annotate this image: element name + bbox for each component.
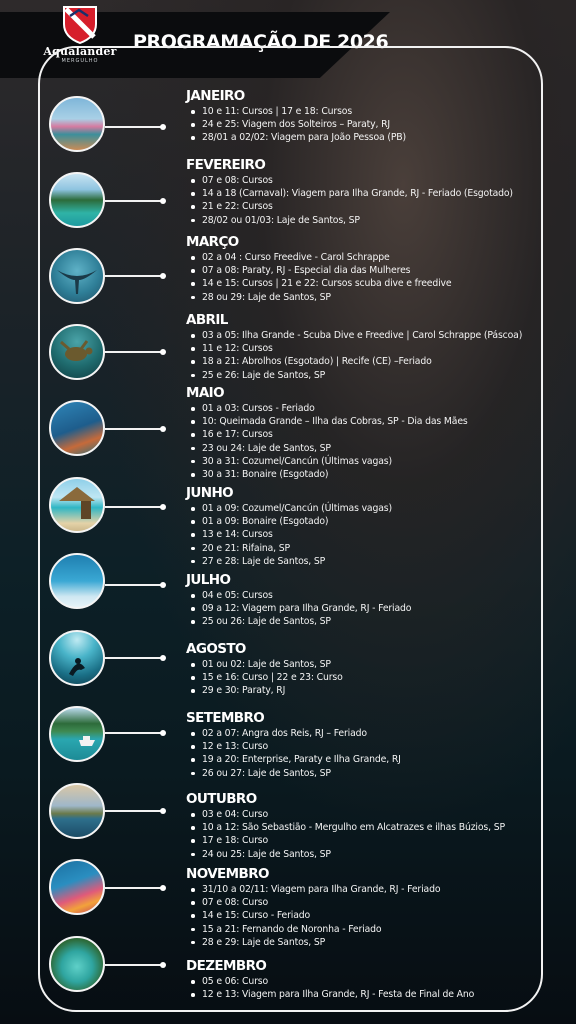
month-title: JULHO: [186, 572, 231, 588]
list-item: 21 e 22: Cursos: [186, 200, 513, 213]
sea-turtle-icon: [51, 326, 103, 378]
month-abril: [186, 312, 522, 382]
list-item: 14 a 18 (Carnaval): Viagem para Ilha Grande, RJ - Feriado (Esgotado): [186, 187, 513, 200]
month-title: ABRIL: [186, 312, 228, 328]
manta-ray-photo: [49, 248, 105, 304]
timeline-connector: [105, 126, 163, 128]
month-title: FEVEREIRO: [186, 157, 266, 173]
list-item: 03 e 04: Curso: [186, 808, 505, 821]
month-setembro: [186, 710, 401, 780]
brand-name: Aqualander: [43, 45, 117, 58]
month-fevereiro: [186, 157, 513, 227]
boat-icon: [51, 708, 103, 760]
list-item: 07 a 08: Paraty, RJ - Especial dia das Mulheres: [186, 264, 451, 277]
list-item: 07 e 08: Curso: [186, 896, 440, 909]
manta-ray-icon: [51, 250, 103, 302]
coral-diver-photo: [49, 859, 105, 915]
timeline-connector: [105, 810, 163, 812]
list-item: 03 a 05: Ilha Grande - Scuba Dive e Freedive | Carol Schrappe (Páscoa): [186, 329, 522, 342]
timeline-dot: [160, 426, 166, 432]
list-item: 23 ou 24: Laje de Santos, SP: [186, 442, 468, 455]
list-item: 15 e 16: Curso | 22 e 23: Curso: [186, 671, 343, 684]
list-item: 11 e 12: Cursos: [186, 342, 522, 355]
month-maio: [186, 385, 468, 481]
timeline-dot: [160, 124, 166, 130]
timeline-dot: [160, 730, 166, 736]
timeline-dot: [160, 198, 166, 204]
list-item: 05 e 06: Curso: [186, 975, 474, 988]
list-item: 02 a 04 : Curso Freedive - Carol Schrappe: [186, 251, 451, 264]
timeline-dot: [160, 962, 166, 968]
list-item: 07 e 08: Cursos: [186, 174, 513, 187]
list-item: 18 a 21: Abrolhos (Esgotado) | Recife (CE) –Feriado: [186, 355, 522, 368]
month-junho: [186, 485, 392, 568]
beach-hut-photo: [49, 477, 105, 533]
timeline-connector: [105, 657, 163, 659]
month-dezembro: [186, 958, 474, 1001]
timeline-connector: [105, 351, 163, 353]
list-item: 30 a 31: Cozumel/Cancún (Últimas vagas): [186, 455, 468, 468]
month-title: AGOSTO: [186, 641, 246, 657]
timeline-dot: [160, 273, 166, 279]
month-title: MARÇO: [186, 234, 239, 250]
list-item: 17 e 18: Curso: [186, 834, 505, 847]
month-title: JUNHO: [186, 485, 234, 501]
list-item: 28 e 29: Laje de Santos, SP: [186, 936, 440, 949]
pool-divers-photo: [49, 553, 105, 609]
month-title: JANEIRO: [186, 88, 245, 104]
beach-hut-icon: [51, 479, 103, 531]
list-item: 28/01 a 02/02: Viagem para João Pessoa (PB): [186, 131, 406, 144]
list-item: 10 a 12: São Sebastião - Mergulho em Alcatrazes e ilhas Búzios, SP: [186, 821, 505, 834]
timeline-connector: [105, 275, 163, 277]
list-item: 12 e 13: Curso: [186, 740, 401, 753]
island-sunset-photo: [49, 783, 105, 839]
list-item: 12 e 13: Viagem para Ilha Grande, RJ - Festa de Final de Ano: [186, 988, 474, 1001]
timeline-connector: [105, 584, 163, 586]
diver-silhouette-icon: [51, 632, 103, 684]
timeline-dot: [160, 808, 166, 814]
list-item: 01 a 09: Bonaire (Esgotado): [186, 515, 392, 528]
timeline-connector: [105, 887, 163, 889]
month-title: NOVEMBRO: [186, 866, 269, 882]
list-item: 25 e 26: Laje de Santos, SP: [186, 369, 522, 382]
timeline-dot: [160, 582, 166, 588]
list-item: 28/02 ou 01/03: Laje de Santos, SP: [186, 214, 513, 227]
list-item: 01 a 09: Cozumel/Cancún (Últimas vagas): [186, 502, 392, 515]
month-agosto: [186, 641, 343, 698]
list-item: 13 e 14: Cursos: [186, 528, 392, 541]
boat-bay-photo: [49, 706, 105, 762]
month-outubro: [186, 791, 505, 861]
list-item: 01 ou 02: Laje de Santos, SP: [186, 658, 343, 671]
list-item: 20 e 21: Rifaina, SP: [186, 542, 392, 555]
list-item: 02 a 07: Angra dos Reis, RJ – Feriado: [186, 727, 401, 740]
list-item: 29 e 30: Paraty, RJ: [186, 684, 343, 697]
timeline-dot: [160, 885, 166, 891]
list-item: 09 a 12: Viagem para Ilha Grande, RJ - Feriado: [186, 602, 411, 615]
list-item: 28 ou 29: Laje de Santos, SP: [186, 291, 451, 304]
page-title: PROGRAMAÇÃO DE 2026: [133, 31, 389, 53]
list-item: 27 e 28: Laje de Santos, SP: [186, 555, 392, 568]
timeline-connector: [105, 506, 163, 508]
list-item: 26 ou 27: Laje de Santos, SP: [186, 767, 401, 780]
list-item: 16 e 17: Cursos: [186, 428, 468, 441]
sea-turtle-photo: [49, 324, 105, 380]
list-item: 01 a 03: Cursos - Feriado: [186, 402, 468, 415]
month-marco: [186, 234, 451, 304]
list-item: 19 a 20: Enterprise, Paraty e Ilha Grande, RJ: [186, 753, 401, 766]
month-novembro: [186, 866, 440, 949]
timeline-dot: [160, 349, 166, 355]
diver-flag-shield-icon: [61, 4, 99, 44]
reef-diver-photo: [49, 400, 105, 456]
list-item: 14 e 15: Cursos | 21 e 22: Cursos scuba dive e freedive: [186, 277, 451, 290]
list-item: 30 a 31: Bonaire (Esgotado): [186, 468, 468, 481]
month-title: OUTUBRO: [186, 791, 257, 807]
colorful-houses-photo: [49, 96, 105, 152]
list-item: 10 e 11: Cursos | 17 e 18: Cursos: [186, 105, 406, 118]
month-title: DEZEMBRO: [186, 958, 267, 974]
month-title: SETEMBRO: [186, 710, 265, 726]
timeline-connector: [105, 964, 163, 966]
list-item: 31/10 a 02/11: Viagem para Ilha Grande, RJ - Feriado: [186, 883, 440, 896]
list-item: 25 ou 26: Laje de Santos, SP: [186, 615, 411, 628]
timeline-dot: [160, 504, 166, 510]
list-item: 04 e 05: Cursos: [186, 589, 411, 602]
list-item: 24 e 25: Viagem dos Solteiros – Paraty, RJ: [186, 118, 406, 131]
month-janeiro: [186, 88, 406, 145]
brand-subtitle: MERGULHO: [61, 58, 99, 64]
cave-diver-photo: [49, 630, 105, 686]
month-title: MAIO: [186, 385, 224, 401]
timeline-connector: [105, 200, 163, 202]
lagoon-aerial-photo: [49, 936, 105, 992]
list-item: 24 ou 25: Laje de Santos, SP: [186, 848, 505, 861]
month-julho: [186, 572, 411, 629]
timeline-connector: [105, 428, 163, 430]
timeline-connector: [105, 732, 163, 734]
list-item: 10: Queimada Grande – Ilha das Cobras, SP - Dia das Mães: [186, 415, 468, 428]
island-beach-photo: [49, 172, 105, 228]
timeline-dot: [160, 655, 166, 661]
list-item: 14 e 15: Curso - Feriado: [186, 909, 440, 922]
list-item: 15 a 21: Fernando de Noronha - Feriado: [186, 923, 440, 936]
